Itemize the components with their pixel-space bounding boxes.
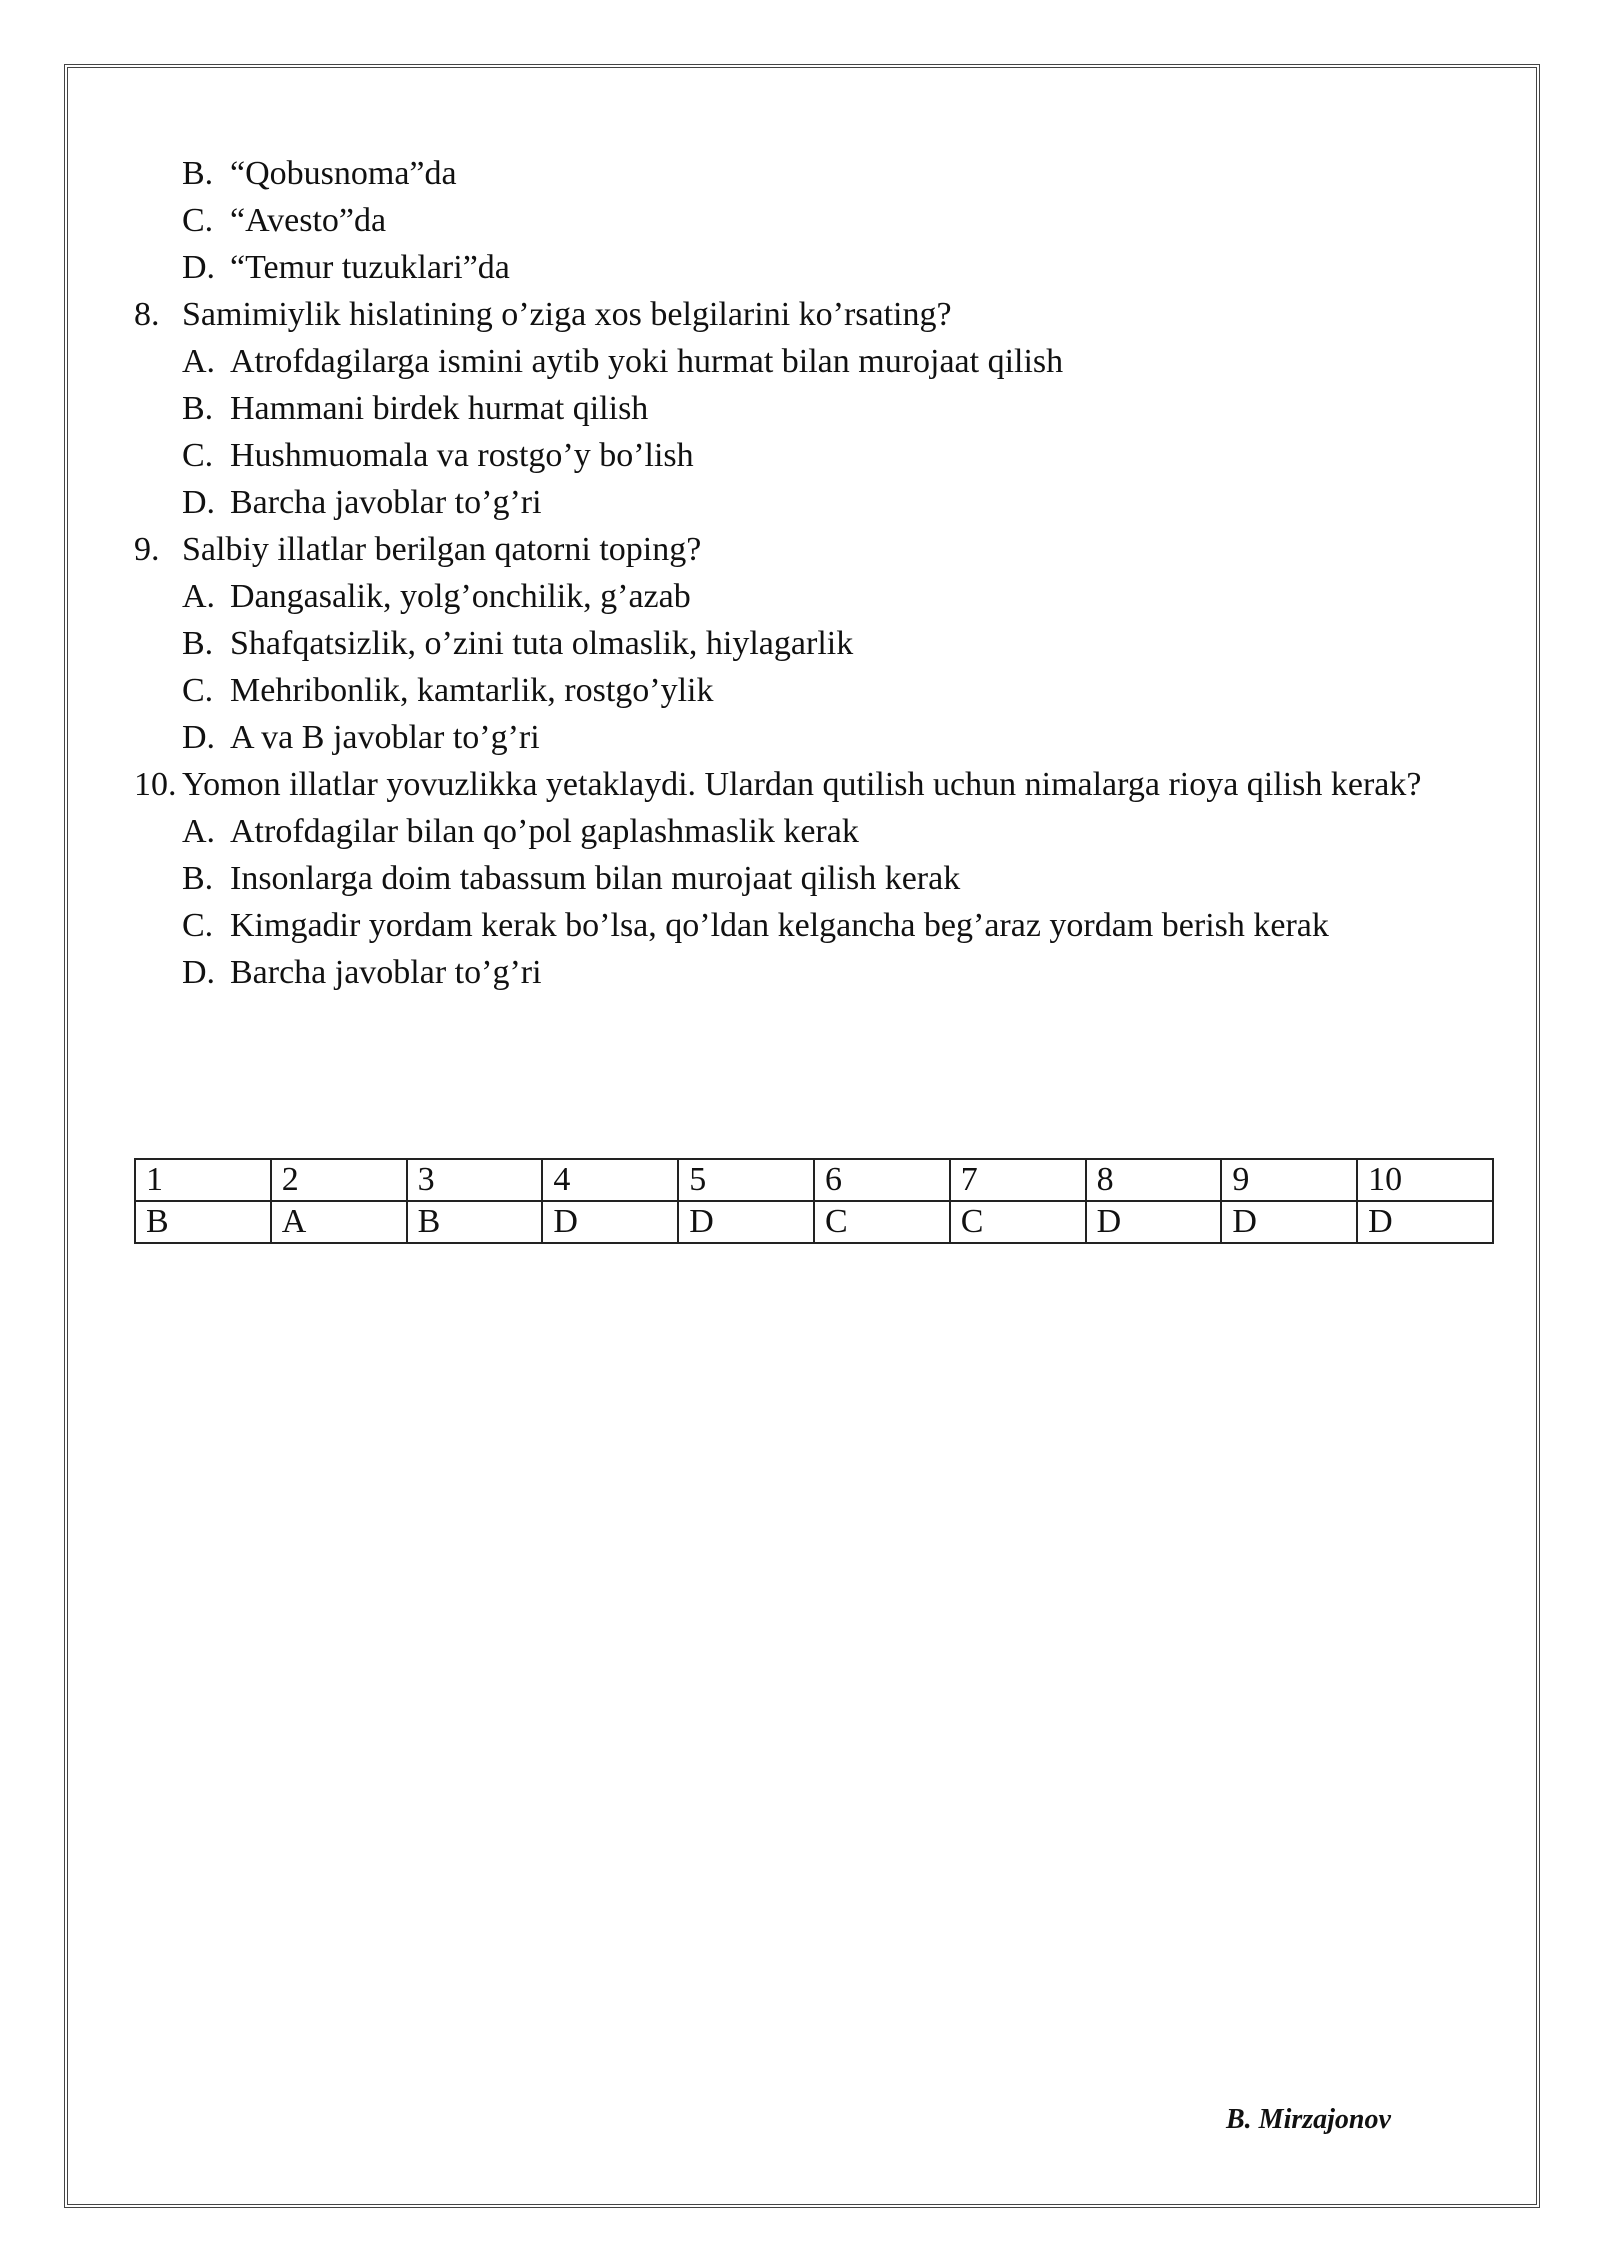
option-8c [134,432,1494,479]
option-letter: A. [182,813,216,850]
option-9a [134,573,1494,620]
option-letter: D. [182,954,216,991]
question-number-cell: 5 [678,1159,814,1201]
question-text: Samimiylik hislatining o’ziga xos belgilarini ko’rsating? [182,296,952,333]
question-number-cell: 4 [542,1159,678,1201]
option-8d [134,479,1494,526]
question-text: Salbiy illatlar berilgan qatorni toping? [182,531,702,568]
option-10d [134,949,1494,996]
option-text: Barcha javoblar to’g’ri [230,954,542,991]
question-8 [134,291,1494,338]
answer-cell: A [271,1201,407,1243]
option-8a [134,338,1494,385]
answer-cell: B [135,1201,271,1243]
question-number-cell: 6 [814,1159,950,1201]
option-text: A va B javoblar to’g’ri [230,719,540,756]
question-number: 8. [134,296,160,333]
option-9d [134,714,1494,761]
option-text: Atrofdagilar bilan qo’pol gaplashmaslik kerak [230,813,859,850]
question-number: 10. [134,766,177,803]
option-text: Kimgadir yordam kerak bo’lsa, qo’ldan kelgancha beg’araz yordam berish kerak [230,907,1329,944]
question-number-cell: 8 [1086,1159,1222,1201]
question-number-cell: 3 [407,1159,543,1201]
option-letter: B. [182,860,214,897]
question-text: Yomon illatlar yovuzlikka yetaklaydi. Ulardan qutilish uchun nimalarga rioya qilish kerak? [182,766,1422,803]
option-text: “Qobusnoma”da [230,155,457,192]
option-text: “Temur tuzuklari”da [230,249,510,286]
answer-cell: D [1086,1201,1222,1243]
option-10c [134,902,1494,949]
answer-cell: B [407,1201,543,1243]
author-signature: B. Mirzajonov [1226,2104,1391,2135]
option-text: Barcha javoblar to’g’ri [230,484,542,521]
question-number-cell: 2 [271,1159,407,1201]
answer-key-numbers-row [135,1159,1493,1201]
option-text: Dangasalik, yolg’onchilik, g’azab [230,578,691,615]
question-number-cell: 7 [950,1159,1086,1201]
option-7c [134,197,1494,244]
option-letter: A. [182,578,216,615]
option-7b [134,150,1494,197]
answer-cell: C [950,1201,1086,1243]
option-7d [134,244,1494,291]
quiz-content [134,150,1494,996]
option-letter: C. [182,437,214,474]
option-10a [134,808,1494,855]
answer-cell: C [814,1201,950,1243]
option-letter: D. [182,719,216,756]
option-text: Mehribonlik, kamtarlik, rostgo’ylik [230,672,714,709]
option-text: Shafqatsizlik, o’zini tuta olmaslik, hiylagarlik [230,625,854,662]
option-letter: A. [182,343,216,380]
option-letter: B. [182,625,214,662]
option-10b [134,855,1494,902]
answer-cell: D [678,1201,814,1243]
question-number-cell: 10 [1357,1159,1493,1201]
question-number: 9. [134,531,160,568]
answer-key-table [134,1158,1494,1244]
question-9 [134,526,1494,573]
option-text: “Avesto”da [230,202,387,239]
option-text: Hammani birdek hurmat qilish [230,390,649,427]
option-letter: C. [182,202,214,239]
option-letter: C. [182,907,214,944]
question-number-cell: 1 [135,1159,271,1201]
question-number-cell: 9 [1221,1159,1357,1201]
option-9b [134,620,1494,667]
option-letter: D. [182,484,216,521]
option-text: Atrofdagilarga ismini aytib yoki hurmat bilan murojaat qilish [230,343,1064,380]
option-letter: B. [182,390,214,427]
option-9c [134,667,1494,714]
question-10 [134,761,1494,808]
answer-key-answers-row [135,1201,1493,1243]
option-text: Hushmuomala va rostgo’y bo’lish [230,437,694,474]
option-letter: B. [182,155,214,192]
answer-cell: D [1357,1201,1493,1243]
option-8b [134,385,1494,432]
option-letter: D. [182,249,216,286]
answer-cell: D [542,1201,678,1243]
option-letter: C. [182,672,214,709]
option-text: Insonlarga doim tabassum bilan murojaat qilish kerak [230,860,961,897]
answer-cell: D [1221,1201,1357,1243]
